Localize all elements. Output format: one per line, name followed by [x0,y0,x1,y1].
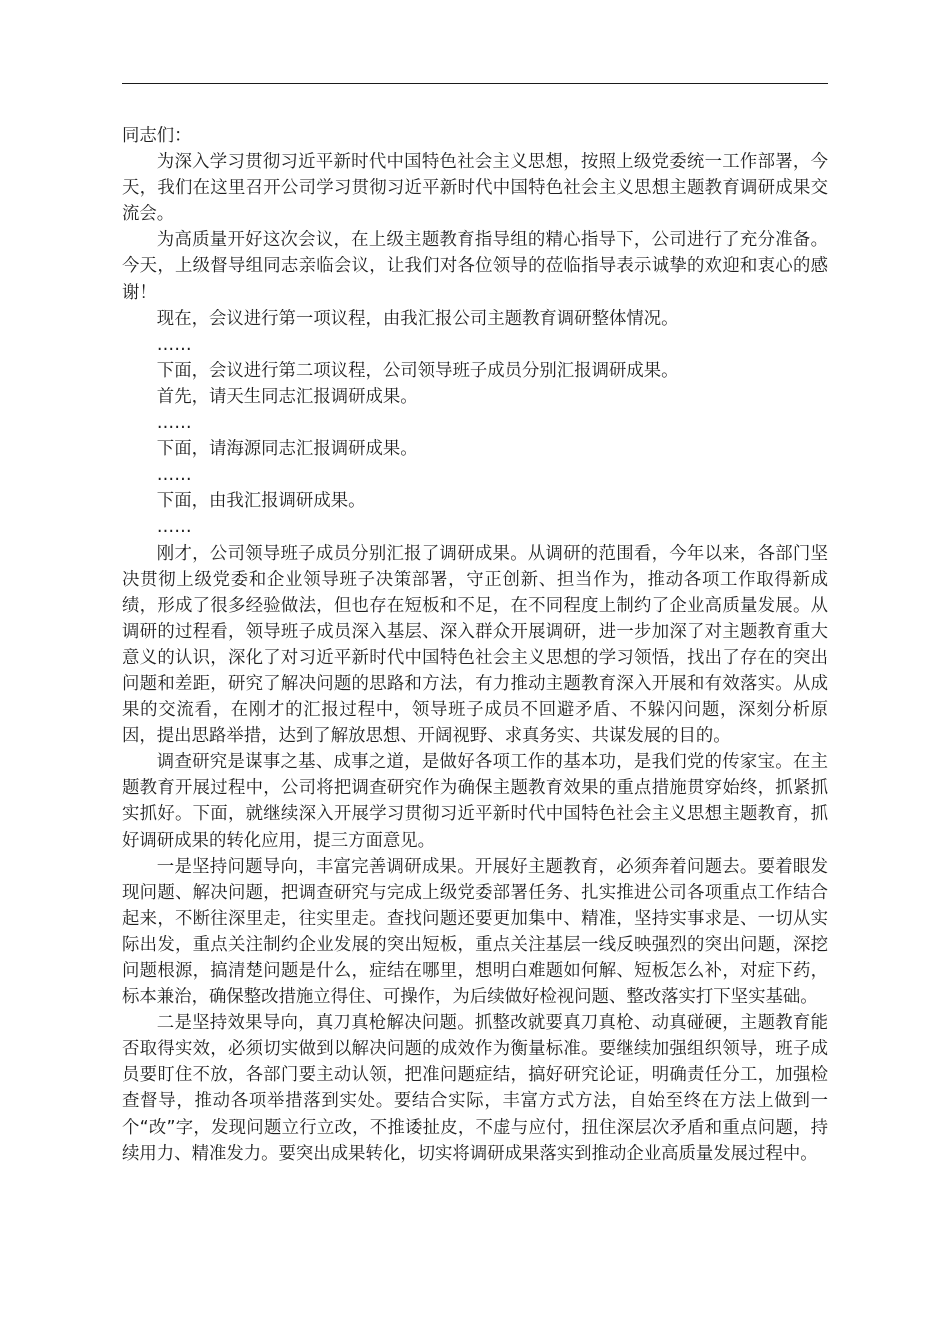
paragraph-speaker-1: 首先，请天生同志汇报调研成果。 [156,386,418,407]
document-body [122,123,828,1167]
paragraph-agenda-2: 下面，会议进行第二项议程，公司领导班子成员分别汇报调研成果。 [156,360,679,381]
paragraph-agenda-1: 现在，会议进行第一项议程，由我汇报公司主题教育调研整体情况。 [156,308,679,329]
paragraph-welcome: 为高质量开好这次会议，在上级主题教育指导组的精心指导下，公司进行了充分准备。今天，上级督导组同志亲临会议，让我们对各位领导的莅临指导表示诚挚的欢迎和衷心的感谢！ [122,230,828,303]
paragraph-intro: 为深入学习贯彻习近平新时代中国特色社会主义思想，按照上级党委统一工作部署，今天，我们在这里召开公司学习贯彻习近平新时代中国特色社会主义思想主题教育调研成果交流会。 [122,152,828,225]
paragraph-ellipsis: …… [156,465,192,486]
paragraph-ellipsis: …… [156,413,192,434]
paragraph-point-2: 二是坚持效果导向，真刀真枪解决问题。抓整改就要真刀真枪、动真碰硬，主题教育能否取得实效，必须切实做到以解决问题的成效作为衡量标准。要继续加强组织领导，班子成员要盯住不放，各部门要主动认领，把准问题症结，搞好研究论证，明确责任分工，加强检查督导，推动各项举措落到实处。要结合实际，丰富方式方法，自始至终在方法上做到一个“改”字，发现问题立行立改，不推诿扯皮，不虚与应付，扭住深层次矛盾和重点问题，持续用力、精准发力。要突出成果转化，切实将调研成果落实到推动企业高质量发展过程中。 [122,1013,828,1164]
salutation: 同志们： [122,126,192,146]
paragraph-point-1: 一是坚持问题导向，丰富完善调研成果。开展好主题教育，必须奔着问题去。要着眼发现问题、解决问题，把调查研究与完成上级党委部署任务、扎实推进公司各项重点工作结合起来，不断往深里走，往实里走。查找问题还要更加集中、精准，坚持实事求是、一切从实际出发，重点关注制约企业发展的突出短板，重点关注基层一线反映强烈的突出问题，深挖问题根源，搞清楚问题是什么，症结在哪里，想明白难题如何解、短板怎么补，对症下药，标本兼治，确保整改措施立得住、可操作，为后续做好检视问题、整改落实打下坚实基础。 [122,856,828,1008]
paragraph-summary: 刚才，公司领导班子成员分别汇报了调研成果。从调研的范围看，今年以来，各部门坚决贯彻上级党委和企业领导班子决策部署，守正创新、担当作为，推动各项工作取得新成绩，形成了很多经验做法，但也存在短板和不足，在不同程度上制约了企业高质量发展。从调研的过程看，领导班子成员深入基层、深入群众开展调研，进一步加深了对主题教育重大意义的认识，深化了对习近平新时代中国特色社会主义思想的学习领悟，找出了存在的突出问题和差距，研究了解决问题的思路和方法，有力推动主题教育深入开展和有效落实。从成果的交流看，在刚才的汇报过程中，领导班子成员不回避矛盾、不躲闪问题，深刻分析原因，提出思路举措，达到了解放思想、开阔视野、求真务实、共谋发展的目的。 [122,543,828,747]
paragraph-speaker-2: 下面，请海源同志汇报调研成果。 [156,439,418,460]
paragraph-speaker-3: 下面，由我汇报调研成果。 [156,491,366,512]
paragraph-ellipsis: …… [156,334,192,355]
header-rule [122,83,828,84]
paragraph-ellipsis: …… [156,517,192,538]
paragraph-research: 调查研究是谋事之基、成事之道，是做好各项工作的基本功，是我们党的传家宝。在主题教育开展过程中，公司将把调查研究作为确保主题教育效果的重点措施贯穿始终，抓紧抓实抓好。下面，就继续深入开展学习贯彻习近平新时代中国特色社会主义思想主题教育，抓好调研成果的转化应用，提三方面意见。 [122,752,828,851]
